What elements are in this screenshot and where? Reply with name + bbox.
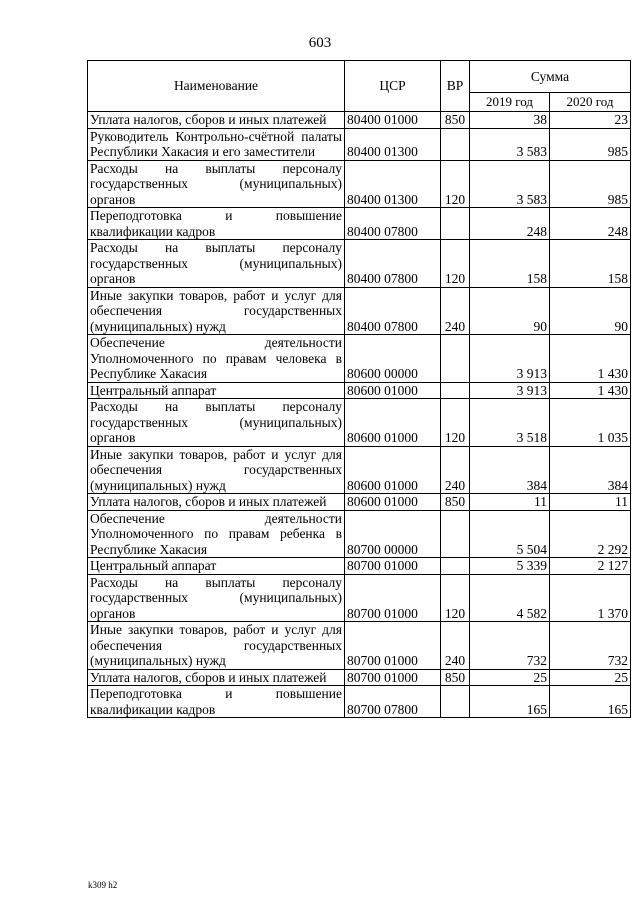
row-sum-2019: 732 [470, 622, 550, 670]
row-sum-2020: 158 [550, 240, 631, 288]
row-name: Расходы на выплаты персоналу государственных (муниципальных) органов [88, 240, 345, 288]
row-vr: 240 [441, 622, 470, 670]
budget-table [87, 60, 631, 718]
row-csr: 80600 01000 [345, 494, 441, 511]
table-row [88, 287, 631, 335]
table-row [88, 574, 631, 622]
header-year-2020: 2020 год [550, 92, 631, 111]
row-sum-2019: 5 504 [470, 510, 550, 558]
row-csr: 80400 07800 [345, 287, 441, 335]
row-sum-2019: 3 583 [470, 160, 550, 208]
row-name: Уплата налогов, сборов и иных платежей [88, 494, 345, 511]
header-name: Наименование [88, 61, 345, 112]
row-sum-2019: 5 339 [470, 558, 550, 575]
row-vr [441, 208, 470, 240]
table-row [88, 240, 631, 288]
row-vr: 120 [441, 399, 470, 447]
row-vr [441, 335, 470, 383]
row-vr: 120 [441, 240, 470, 288]
page-number: 603 [308, 35, 332, 51]
row-csr: 80700 01000 [345, 558, 441, 575]
row-sum-2019: 11 [470, 494, 550, 511]
row-vr: 240 [441, 287, 470, 335]
row-sum-2020: 2 127 [550, 558, 631, 575]
table-row [88, 558, 631, 575]
row-sum-2020: 165 [550, 686, 631, 718]
row-name: Руководитель Контрольно-счётной палаты Республики Хакасия и его заместители [88, 128, 345, 160]
row-sum-2020: 25 [550, 669, 631, 686]
row-vr: 850 [441, 669, 470, 686]
row-name: Обеспечение деятельности Уполномоченного по правам человека в Республике Хакасия [88, 335, 345, 383]
table-row [88, 494, 631, 511]
row-name: Переподготовка и повышение квалификации кадров [88, 686, 345, 718]
row-vr: 120 [441, 160, 470, 208]
row-vr [441, 510, 470, 558]
row-sum-2020: 1 370 [550, 574, 631, 622]
table-row [88, 335, 631, 383]
row-sum-2020: 1 430 [550, 382, 631, 399]
row-csr: 80600 01000 [345, 446, 441, 494]
table-row [88, 446, 631, 494]
row-vr [441, 558, 470, 575]
row-name: Иные закупки товаров, работ и услуг для обеспечения государственных (муниципальных) нужд [88, 287, 345, 335]
row-sum-2020: 11 [550, 494, 631, 511]
row-sum-2020: 248 [550, 208, 631, 240]
row-csr: 80700 00000 [345, 510, 441, 558]
row-vr [441, 382, 470, 399]
row-sum-2020: 1 035 [550, 399, 631, 447]
footer-code: k309 h2 [88, 880, 118, 890]
row-name: Расходы на выплаты персоналу государственных (муниципальных) органов [88, 399, 345, 447]
row-name: Уплата налогов, сборов и иных платежей [88, 112, 345, 129]
row-sum-2020: 985 [550, 160, 631, 208]
table-row [88, 669, 631, 686]
row-vr: 120 [441, 574, 470, 622]
row-name: Центральный аппарат [88, 558, 345, 575]
table-row [88, 208, 631, 240]
row-csr: 80400 07800 [345, 240, 441, 288]
row-sum-2019: 3 518 [470, 399, 550, 447]
row-name: Иные закупки товаров, работ и услуг для обеспечения государственных (муниципальных) нужд [88, 622, 345, 670]
row-csr: 80400 01300 [345, 128, 441, 160]
row-sum-2019: 4 582 [470, 574, 550, 622]
row-sum-2020: 23 [550, 112, 631, 129]
table-row [88, 160, 631, 208]
row-sum-2019: 248 [470, 208, 550, 240]
row-vr: 850 [441, 494, 470, 511]
row-vr: 240 [441, 446, 470, 494]
row-vr [441, 686, 470, 718]
row-sum-2019: 158 [470, 240, 550, 288]
row-sum-2019: 3 583 [470, 128, 550, 160]
row-name: Уплата налогов, сборов и иных платежей [88, 669, 345, 686]
table-row [88, 382, 631, 399]
row-csr: 80400 07800 [345, 208, 441, 240]
row-name: Иные закупки товаров, работ и услуг для обеспечения государственных (муниципальных) нужд [88, 446, 345, 494]
table-body [88, 112, 631, 718]
row-sum-2019: 384 [470, 446, 550, 494]
row-sum-2019: 38 [470, 112, 550, 129]
row-csr: 80600 01000 [345, 399, 441, 447]
row-csr: 80600 01000 [345, 382, 441, 399]
row-csr: 80700 07800 [345, 686, 441, 718]
row-sum-2020: 2 292 [550, 510, 631, 558]
row-sum-2020: 1 430 [550, 335, 631, 383]
table-row [88, 128, 631, 160]
header-sum: Сумма [470, 61, 631, 93]
row-sum-2019: 165 [470, 686, 550, 718]
header-csr: ЦСР [345, 61, 441, 112]
row-name: Переподготовка и повышение квалификации кадров [88, 208, 345, 240]
row-sum-2019: 90 [470, 287, 550, 335]
header-year-2019: 2019 год [470, 92, 550, 111]
row-sum-2020: 732 [550, 622, 631, 670]
row-csr: 80600 00000 [345, 335, 441, 383]
row-vr: 850 [441, 112, 470, 129]
row-sum-2019: 3 913 [470, 382, 550, 399]
row-name: Центральный аппарат [88, 382, 345, 399]
row-sum-2020: 90 [550, 287, 631, 335]
row-sum-2020: 384 [550, 446, 631, 494]
row-sum-2020: 985 [550, 128, 631, 160]
row-name: Расходы на выплаты персоналу государственных (муниципальных) органов [88, 574, 345, 622]
row-sum-2019: 3 913 [470, 335, 550, 383]
row-csr: 80700 01000 [345, 622, 441, 670]
table-header [88, 61, 631, 112]
row-sum-2019: 25 [470, 669, 550, 686]
table-row [88, 399, 631, 447]
row-name: Обеспечение деятельности Уполномоченного по правам ребенка в Республике Хакасия [88, 510, 345, 558]
row-vr [441, 128, 470, 160]
table-row [88, 112, 631, 129]
row-name: Расходы на выплаты персоналу государственных (муниципальных) органов [88, 160, 345, 208]
row-csr: 80400 01300 [345, 160, 441, 208]
row-csr: 80400 01000 [345, 112, 441, 129]
header-vr: ВР [441, 61, 470, 112]
table-row [88, 510, 631, 558]
row-csr: 80700 01000 [345, 669, 441, 686]
table-row [88, 622, 631, 670]
table-row [88, 686, 631, 718]
row-csr: 80700 01000 [345, 574, 441, 622]
